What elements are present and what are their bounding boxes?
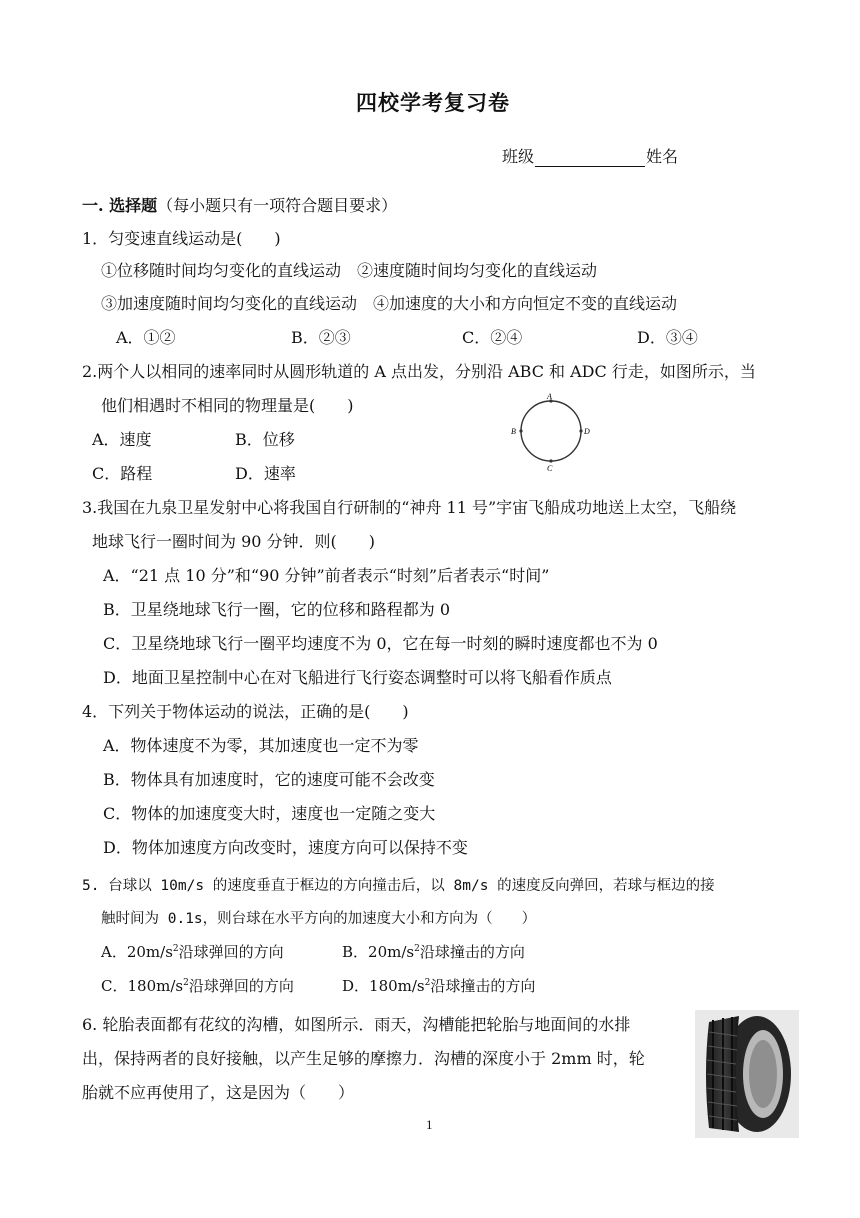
q2-stem-line1: 2.两个人以相同的速率同时从圆形轨道的 A 点出发，分别沿 ABC 和 ADC 行走，如图所示，当: [82, 362, 756, 381]
page-number: 1: [426, 1117, 433, 1132]
q6-stem-line3: 胎就不应再使用了，这是因为（ ）: [82, 1083, 355, 1102]
point-b-marker: [519, 429, 522, 432]
tire-photo: [695, 1010, 799, 1138]
point-d-marker: [579, 429, 582, 432]
q3-option-a[interactable]: A．“21 点 10 分”和“90 分钟”前者表示“时刻”后者表示“时间”: [103, 566, 550, 585]
q3-option-b[interactable]: B．卫星绕地球飞行一圈，它的位移和路程都为 0: [103, 600, 451, 619]
q4-option-a[interactable]: A．物体速度不为零，其加速度也一定不为零: [103, 736, 419, 755]
circular-track-diagram: [505, 392, 597, 472]
q1-stem: 1．匀变速直线运动是( ): [82, 229, 281, 248]
page-title: 四校学考复习卷: [356, 91, 510, 115]
q5-option-d-text: 沿球撞击的方向: [430, 977, 536, 995]
q5-option-b-text: 沿球撞击的方向: [419, 943, 525, 961]
q5-option-a[interactable]: [101, 941, 284, 962]
q4-option-b[interactable]: B．物体具有加速度时，它的速度可能不会改变: [103, 770, 435, 789]
class-blank[interactable]: [535, 148, 645, 167]
q4-stem: 4．下列关于物体运动的说法，正确的是( ): [82, 702, 409, 721]
q2-stem-line2: 他们相遇时不相同的物理量是( ): [101, 396, 354, 415]
q3-stem-line1: 3.我国在九泉卫星发射中心将我国自行研制的“神舟 11 号”宇宙飞船成功地送上太空，飞船绕: [82, 498, 737, 517]
section-note: （每小题只有一项符合题目要求）: [157, 196, 398, 215]
q3-option-d[interactable]: D．地面卫星控制中心在对飞船进行飞行姿态调整时可以将飞船看作质点: [103, 668, 612, 687]
q5-option-b[interactable]: [342, 941, 525, 962]
q5-option-b-value: B．20m/s: [342, 943, 415, 961]
q5-option-c-value: C．180m/s: [101, 977, 184, 995]
tire-image: [695, 1010, 799, 1138]
section-title: 一. 选择题: [82, 196, 158, 215]
q1-option-c[interactable]: C．②④: [462, 328, 523, 347]
q1-statement-line1: ①位移随时间均匀变化的直线运动 ②速度随时间均匀变化的直线运动: [101, 261, 598, 280]
q5-option-a-value: A．20m/s: [101, 943, 173, 961]
point-c-label: C: [547, 464, 553, 472]
q3-stem-line2: 地球飞行一圈时间为 90 分钟．则( ): [92, 532, 376, 551]
q2-option-b[interactable]: B．位移: [235, 430, 295, 449]
q4-option-c[interactable]: C．物体的加速度变大时，速度也一定随之变大: [103, 804, 436, 823]
q2-option-c[interactable]: C．路程: [92, 464, 153, 483]
q5-stem-line1: 5. 台球以 10m/s 的速度垂直于框边的方向撞击后，以 8m/s 的速度反向弹回，若球与框边的接: [82, 878, 715, 894]
q5-stem-line2: 触时间为 0.1s，则台球在水平方向的加速度大小和方向为（ ）: [101, 911, 537, 927]
q5-option-c[interactable]: [101, 975, 294, 996]
point-b-label: B: [511, 427, 516, 436]
point-d-label: D: [584, 427, 590, 436]
q6-stem-line1: 6. 轮胎表面都有花纹的沟槽，如图所示．雨天，沟槽能把轮胎与地面间的水排: [82, 1015, 631, 1034]
circular-track: [521, 401, 581, 461]
q5-option-c-text: 沿球弹回的方向: [188, 977, 294, 995]
q4-option-d[interactable]: D．物体加速度方向改变时，速度方向可以保持不变: [103, 838, 468, 857]
q5-option-c-exp: 2: [183, 978, 189, 988]
q5-option-d[interactable]: [342, 975, 535, 996]
q1-statement-line2: ③加速度随时间均匀变化的直线运动 ④加速度的大小和方向恒定不变的直线运动: [101, 294, 678, 313]
q1-option-b[interactable]: B．②③: [291, 328, 351, 347]
q5-option-b-exp: 2: [414, 944, 420, 954]
point-a-label: A: [547, 392, 552, 401]
name-label: 姓名: [646, 147, 679, 166]
q1-option-d[interactable]: D．③④: [637, 328, 698, 347]
q3-option-c[interactable]: C．卫星绕地球飞行一圈平均速度不为 0，它在每一时刻的瞬时速度都也不为 0: [103, 634, 658, 653]
point-c-marker: [549, 459, 552, 462]
q5-option-a-exp: 2: [172, 944, 179, 954]
section-heading: [82, 193, 397, 216]
q5-option-d-exp: 2: [424, 978, 431, 988]
q2-option-d[interactable]: D．速率: [235, 464, 296, 483]
q5-option-d-value: D．180m/s: [342, 977, 425, 995]
q5-option-a-text: 沿球弹回的方向: [178, 943, 284, 961]
q1-option-a[interactable]: A．①②: [116, 328, 176, 347]
student-info: [502, 144, 678, 167]
q2-option-a[interactable]: A．速度: [92, 430, 152, 449]
q6-stem-line2: 出，保持两者的良好接触，以产生足够的摩擦力．沟槽的深度小于 2mm 时，轮: [82, 1049, 645, 1068]
class-label: 班级: [502, 147, 535, 166]
